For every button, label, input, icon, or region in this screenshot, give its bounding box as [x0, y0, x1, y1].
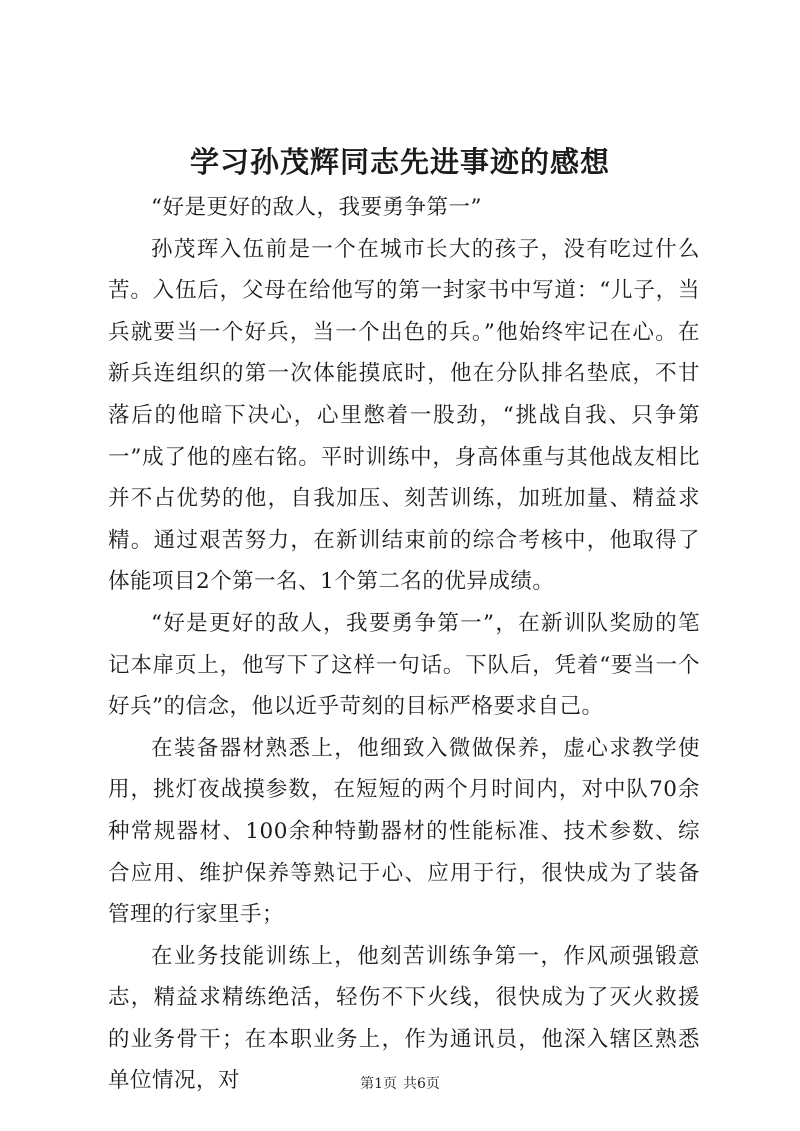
page-footer [0, 1074, 800, 1094]
page-total: 共6页 [403, 1076, 440, 1092]
paragraph-equipment: 在装备器材熟悉上，他细致入微做保养，虚心求教学使用，挑灯夜战摸参数，在短短的两个月时间内，对中队70余种常规器材、100余种特勤器材的性能标准、技术参数、综合应用、维护保养等熟记于心、应用于行，很快成为了装备管理的行家里手； [108, 735, 700, 928]
document-body [108, 187, 700, 1102]
page-number: 第1页 [360, 1076, 397, 1092]
document-title: 学习孙茂辉同志先进事迹的感想 [189, 145, 610, 179]
paragraph-motto: “好是更好的敌人，我要勇争第一” [151, 195, 482, 220]
paragraph-notebook: “好是更好的敌人，我要勇争第一”，在新训队奖励的笔记本扉页上，他写下了这样一句话。下队后，凭着“要当一个好兵”的信念，他以近乎苛刻的目标严格要求自己。 [108, 610, 700, 720]
paragraph-skills: 在业务技能训练上，他刻苦训练争第一，作风顽强锻意志，精益求精练绝活，轻伤不下火线，很快成为了灭火救援的业务骨干；在本职业务上，作为通讯员，他深入辖区熟悉单位情况，对 [108, 943, 700, 1094]
paragraph-background: 孙茂珲入伍前是一个在城市长大的孩子，没有吃过什么苦。入伍后，父母在给他写的第一封家书中写道：“儿子，当兵就要当一个好兵，当一个出色的兵。”他始终牢记在心。在新兵连组织的第一次体能摸底时，他在分队排名垫底，不甘落后的他暗下决心，心里憋着一股劲，“挑战自我、只争第一”成了他的座右铭。平时训练中，身高体重与其他战友相比并不占优势的他，自我加压、刻苦训练，加班加量、精益求精。通过艰苦努力，在新训结束前的综合考核中，他取得了体能项目2个第一名、1个第二名的优异成绩。 [108, 236, 700, 595]
